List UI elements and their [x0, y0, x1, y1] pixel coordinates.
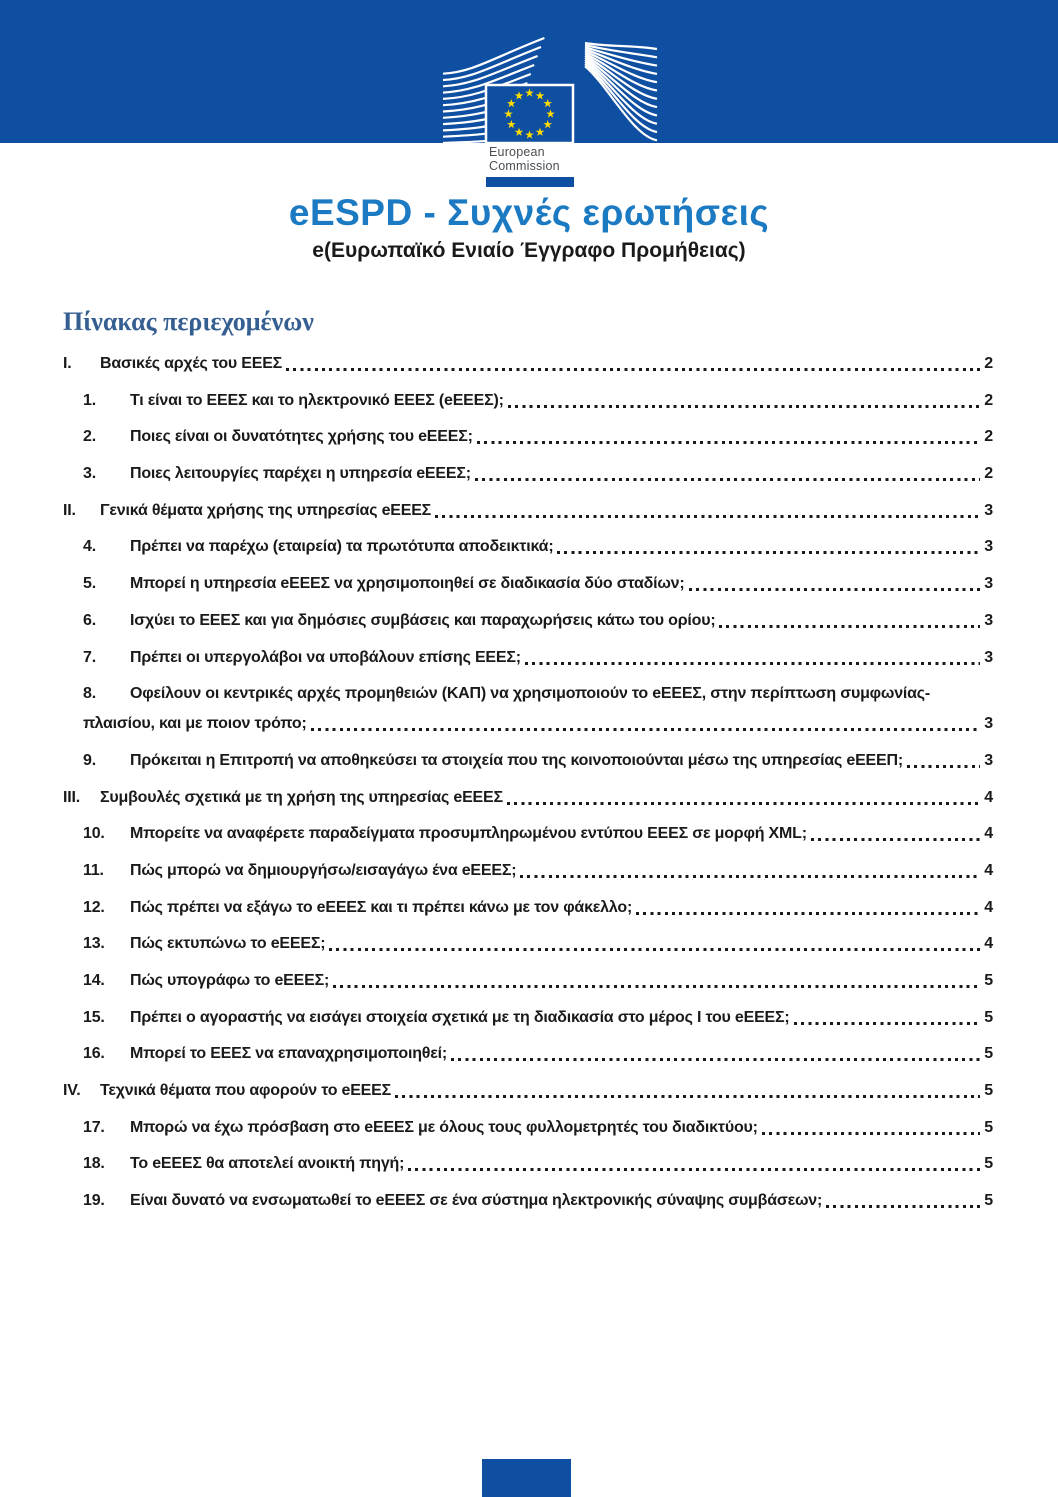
toc-leader-dots [794, 1022, 981, 1025]
logo-org-line1: European [489, 145, 545, 159]
toc-leader-dots [689, 588, 981, 591]
toc-leader-dots [451, 1058, 980, 1061]
logo-org-line2: Commission [489, 158, 560, 173]
berlaymont-lines-right [585, 43, 657, 140]
toc-leader-dots [520, 875, 980, 878]
toc-leader-dots [333, 985, 980, 988]
toc-entry[interactable] [63, 1116, 993, 1139]
toc-entry-number: III. [63, 788, 80, 806]
toc-entry-number: IV. [63, 1082, 81, 1100]
toc-entry-page: 3 [984, 715, 993, 733]
toc-entry[interactable] [63, 572, 993, 595]
toc-entry-number: 8. [83, 685, 96, 703]
toc-entry[interactable] [63, 646, 993, 669]
toc-entry-number: 6. [83, 611, 96, 629]
toc-entry-text: Μπορώ να έχω πρόσβαση στο eΕΕΕΣ με όλους τους φυλλομετρητές του διαδικτύου; [130, 1118, 758, 1136]
toc-entry-page: 4 [984, 861, 993, 879]
toc-heading: Πίνακας περιεχομένων [63, 307, 314, 336]
toc-entry-text: Βασικές αρχές του ΕΕΕΣ [100, 355, 283, 372]
table-of-contents [63, 305, 993, 1226]
toc-entry[interactable] [63, 932, 993, 955]
toc-entry[interactable] [63, 969, 993, 992]
toc-entry-text: Πρέπει να παρέχω (εταιρεία) τα πρωτότυπα αποδεικτικά; [130, 538, 554, 556]
toc-entry[interactable] [63, 749, 993, 772]
toc-entry-number: 10. [83, 825, 105, 843]
toc-entry[interactable] [63, 896, 993, 919]
toc-entry[interactable] [63, 859, 993, 882]
toc-entry-page: 3 [984, 648, 993, 666]
toc-leader-dots [508, 405, 981, 408]
toc-entry-page: 5 [984, 1155, 993, 1173]
toc-leader-dots [811, 838, 980, 841]
toc-leader-dots [507, 802, 980, 805]
toc-leader-dots [636, 912, 980, 915]
toc-entry-number: 16. [83, 1045, 105, 1063]
toc-entry-text: Ισχύει το ΕΕΕΣ και για δημόσιες συμβάσεις και παραχωρήσεις κάτω του ορίου; [130, 611, 716, 629]
toc-entry-text: Πώς μπορώ να δημιουργήσω/εισαγάγω ένα eΕΕΕΣ; [130, 861, 517, 879]
toc-entry-text: Τι είναι το ΕΕΕΣ και το ηλεκτρονικό ΕΕΕΣ (eΕΕΕΣ); [130, 391, 504, 409]
toc-entry[interactable] [63, 1152, 993, 1175]
toc-entry-page: 2 [984, 465, 993, 483]
toc-entry-number: 17. [83, 1118, 105, 1136]
toc-entry-text: Οφείλουν οι κεντρικές αρχές προμηθειών (ΚΑΠ) να χρησιμοποιούν το eΕΕΕΣ, στην περίπτωση συμφωνίας- [130, 685, 931, 703]
toc-leader-dots [395, 1095, 980, 1098]
toc-entry-page: 3 [984, 501, 993, 519]
toc-entry-text: Μπορεί η υπηρεσία eΕΕΕΣ να χρησιμοποιηθεί σε διαδικασία δύο σταδίων; [130, 575, 685, 593]
toc-entry-page: 4 [984, 898, 993, 916]
toc-entry-text: Πώς εκτυπώνω το eΕΕΕΣ; [130, 935, 326, 953]
toc-entry-text: Μπορεί το ΕΕΕΣ να επαναχρησιμοποιηθεί; [130, 1045, 448, 1063]
toc-entry-number: II. [63, 501, 76, 519]
toc-entry[interactable] [63, 682, 993, 735]
toc-leader-dots [475, 478, 980, 481]
toc-leader-dots [311, 728, 981, 731]
toc-entry-page: 3 [984, 611, 993, 629]
toc-entry-number: 2. [83, 428, 96, 446]
toc-entry-page: 4 [984, 825, 993, 843]
toc-entry-page: 3 [984, 538, 993, 556]
toc-entry-number: 3. [83, 465, 96, 483]
toc-entry-text: Πρέπει ο αγοραστής να εισάγει στοιχεία σχετικά με τη διαδικασία στο μέρος Ι του eΕΕΕΣ; [130, 1008, 790, 1026]
toc-entry-page: 3 [984, 751, 993, 769]
toc-entry-page: 5 [984, 1118, 993, 1136]
european-commission-logo-icon [433, 35, 663, 145]
toc-leader-dots [329, 948, 980, 951]
toc-entry-page: 2 [984, 355, 993, 372]
toc-entry[interactable] [63, 1042, 993, 1065]
footer-page-marker [482, 1459, 571, 1497]
toc-entry[interactable] [63, 499, 993, 522]
toc-entry-page: 3 [984, 575, 993, 593]
toc-entry-number: 9. [83, 751, 96, 769]
toc-entry-number: 14. [83, 972, 105, 989]
toc-entry-number: 5. [83, 575, 96, 593]
toc-list [63, 352, 993, 1212]
toc-entry[interactable] [63, 1006, 993, 1029]
toc-entry-text: Συμβουλές σχετικά με τη χρήση της υπηρεσίας eΕΕΕΣ [100, 788, 503, 806]
toc-leader-dots [762, 1132, 981, 1135]
toc-entry[interactable] [63, 462, 993, 485]
toc-entry-number: 13. [83, 935, 105, 953]
toc-leader-dots [477, 441, 981, 444]
toc-entry[interactable] [63, 1079, 993, 1102]
toc-leader-dots [719, 625, 980, 628]
page-title: eESPD - Συχνές ερωτήσεις [288, 192, 770, 233]
toc-entry-page: 4 [984, 935, 993, 953]
toc-entry-text: Πρέπει οι υπεργολάβοι να υποβάλουν επίσης ΕΕΕΣ; [130, 648, 521, 666]
eu-flag-icon [486, 85, 573, 143]
toc-entry-text: Ποιες είναι οι δυνατότητες χρήσης του eΕΕΕΣ; [130, 428, 473, 446]
logo-org-name [489, 146, 560, 173]
toc-entry[interactable] [63, 535, 993, 558]
toc-entry-number: 7. [83, 648, 96, 666]
toc-entry-number: 11. [83, 861, 104, 879]
logo-underline [486, 177, 574, 187]
toc-entry[interactable] [63, 389, 993, 412]
toc-entry[interactable] [63, 352, 993, 375]
toc-entry-page: 5 [984, 1045, 993, 1063]
toc-leader-dots [435, 515, 980, 518]
toc-entry-text: Πώς υπογράφω το eΕΕΕΣ; [130, 972, 330, 989]
toc-entry-number: 18. [83, 1155, 105, 1173]
toc-entry-page: 2 [984, 428, 993, 446]
toc-leader-dots [557, 551, 980, 554]
page-subtitle: e(Ευρωπαϊκό Ενιαίο Έγγραφο Προμήθειας) [312, 239, 746, 262]
toc-entry[interactable] [63, 1189, 993, 1212]
toc-entry-number: 19. [83, 1192, 105, 1210]
toc-entry-number: I. [63, 355, 72, 372]
toc-entry[interactable] [63, 822, 993, 845]
toc-leader-dots [907, 765, 980, 768]
toc-entry-text: Είναι δυνατό να ενσωματωθεί το eΕΕΕΣ σε ένα σύστημα ηλεκτρονικής σύναψης συμβάσεων; [130, 1192, 823, 1210]
toc-entry-text: Πρόκειται η Επιτροπή να αποθηκεύσει τα στοιχεία που της κοινοποιούνται μέσω της υπηρεσίας eΕΕΕΠ; [130, 751, 903, 769]
toc-entry-text: Γενικά θέματα χρήσης της υπηρεσίας eΕΕΕΣ [100, 501, 432, 519]
toc-entry-number: 1. [83, 391, 96, 409]
toc-entry[interactable] [63, 786, 993, 809]
toc-leader-dots [408, 1168, 980, 1171]
toc-entry-page: 5 [984, 1008, 993, 1026]
toc-entry-page: 4 [984, 788, 993, 806]
toc-entry[interactable] [63, 609, 993, 632]
toc-leader-dots [286, 368, 980, 371]
toc-entry-number: 12. [83, 898, 105, 916]
toc-entry-page: 5 [984, 972, 993, 989]
toc-entry[interactable] [63, 425, 993, 448]
toc-entry-page: 2 [984, 391, 993, 409]
toc-leader-dots [826, 1205, 980, 1208]
toc-entry-text: Μπορείτε να αναφέρετε παραδείγματα προσυμπληρωμένου εντύπου ΕΕΕΣ σε μορφή XML; [130, 825, 807, 843]
toc-entry-number: 4. [83, 538, 96, 556]
toc-entry-text: Πώς πρέπει να εξάγω το eΕΕΕΣ και τι πρέπει κάνω με τον φάκελλο; [130, 898, 633, 916]
toc-leader-dots [525, 662, 980, 665]
toc-entry-number: 15. [83, 1008, 105, 1026]
toc-entry-text-line2: πλαισίου, και με ποιον τρόπο; [83, 715, 307, 733]
toc-entry-page: 5 [984, 1082, 993, 1100]
toc-entry-text: Τεχνικά θέματα που αφορούν το eΕΕΕΣ [100, 1082, 392, 1100]
toc-entry-page: 5 [984, 1192, 993, 1210]
toc-entry-text: Ποιες λειτουργίες παρέχει η υπηρεσία eΕΕΕΣ; [130, 465, 471, 483]
toc-entry-text: Το eΕΕΕΣ θα αποτελεί ανοικτή πηγή; [130, 1155, 405, 1173]
